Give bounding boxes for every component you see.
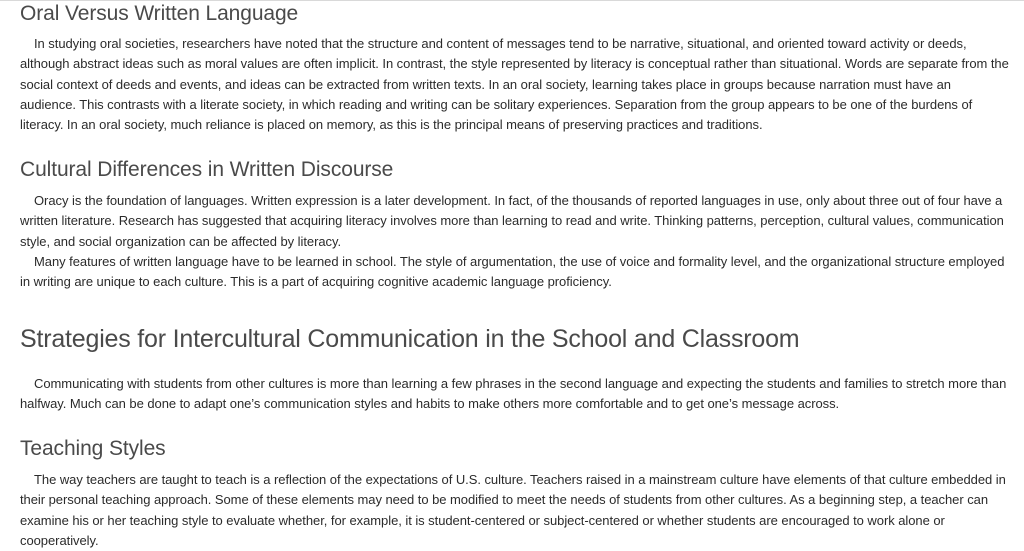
paragraph-teaching-styles: The way teachers are taught to teach is a reflection of the expectations of U.S. culture. Teachers raised in a mainstream culture have elements of that culture embedded in their personal teaching approach. Some of these elements may need to be modified to meet the needs of students from other cultures. As a beginning step, a teacher can examine his or her teaching style to evaluate whether, for example, it is student-centered or subject-centered or whether students are encouraged to work alone or cooperatively.	[20, 472, 1006, 548]
section-heading-teaching-styles: Teaching Styles	[20, 437, 166, 460]
paragraph-oracy-foundation: Oracy is the foundation of languages. Written expression is a later development. In fact, of the thousands of reported languages in use, only about three out of four have a written literature. Research has suggested that acquiring literacy involves more than learning to read and write. Thinking patterns, perception, cultural values, communication style, and social organization can be affected by literacy.	[20, 193, 1004, 249]
chapter-heading-strategies: Strategies for Intercultural Communication in the School and Classroom	[20, 325, 800, 353]
paragraph-communicating-with-students: Communicating with students from other cultures is more than learning a few phrases in the second language and expecting the students and families to stretch more than halfway. Much can be done to adapt one’s communication styles and habits to make others more comfortable and to get one’s message across.	[20, 376, 1007, 412]
section-heading-oral-versus-written: Oral Versus Written Language	[20, 2, 299, 25]
section-heading-cultural-differences: Cultural Differences in Written Discourse	[20, 158, 394, 181]
paragraph-written-language-features: Many features of written language have to be learned in school. The style of argumentation, the use of voice and formality level, and the organizational structure employed in writing are unique to each culture. This is a part of acquiring cognitive academic language proficiency.	[20, 254, 1005, 290]
paragraph-oral-societies: In studying oral societies, researchers have noted that the structure and content of messages tend to be narrative, situational, and oriented toward activity or deeds, although abstract ideas such as moral values are often implicit. In contrast, the style represented by literacy is conceptual rather than situational. Words are separate from the social context of deeds and events, and ideas can be extracted from written texts. In an oral society, learning takes place in groups because narration must have an audience. This contrasts with a literate society, in which reading and writing can be solitary experiences. Separation from the group appears to be one of the burdens of literacy. In an oral society, much reliance is placed on memory, as this is the principal means of preserving practices and traditions.	[20, 36, 1009, 133]
